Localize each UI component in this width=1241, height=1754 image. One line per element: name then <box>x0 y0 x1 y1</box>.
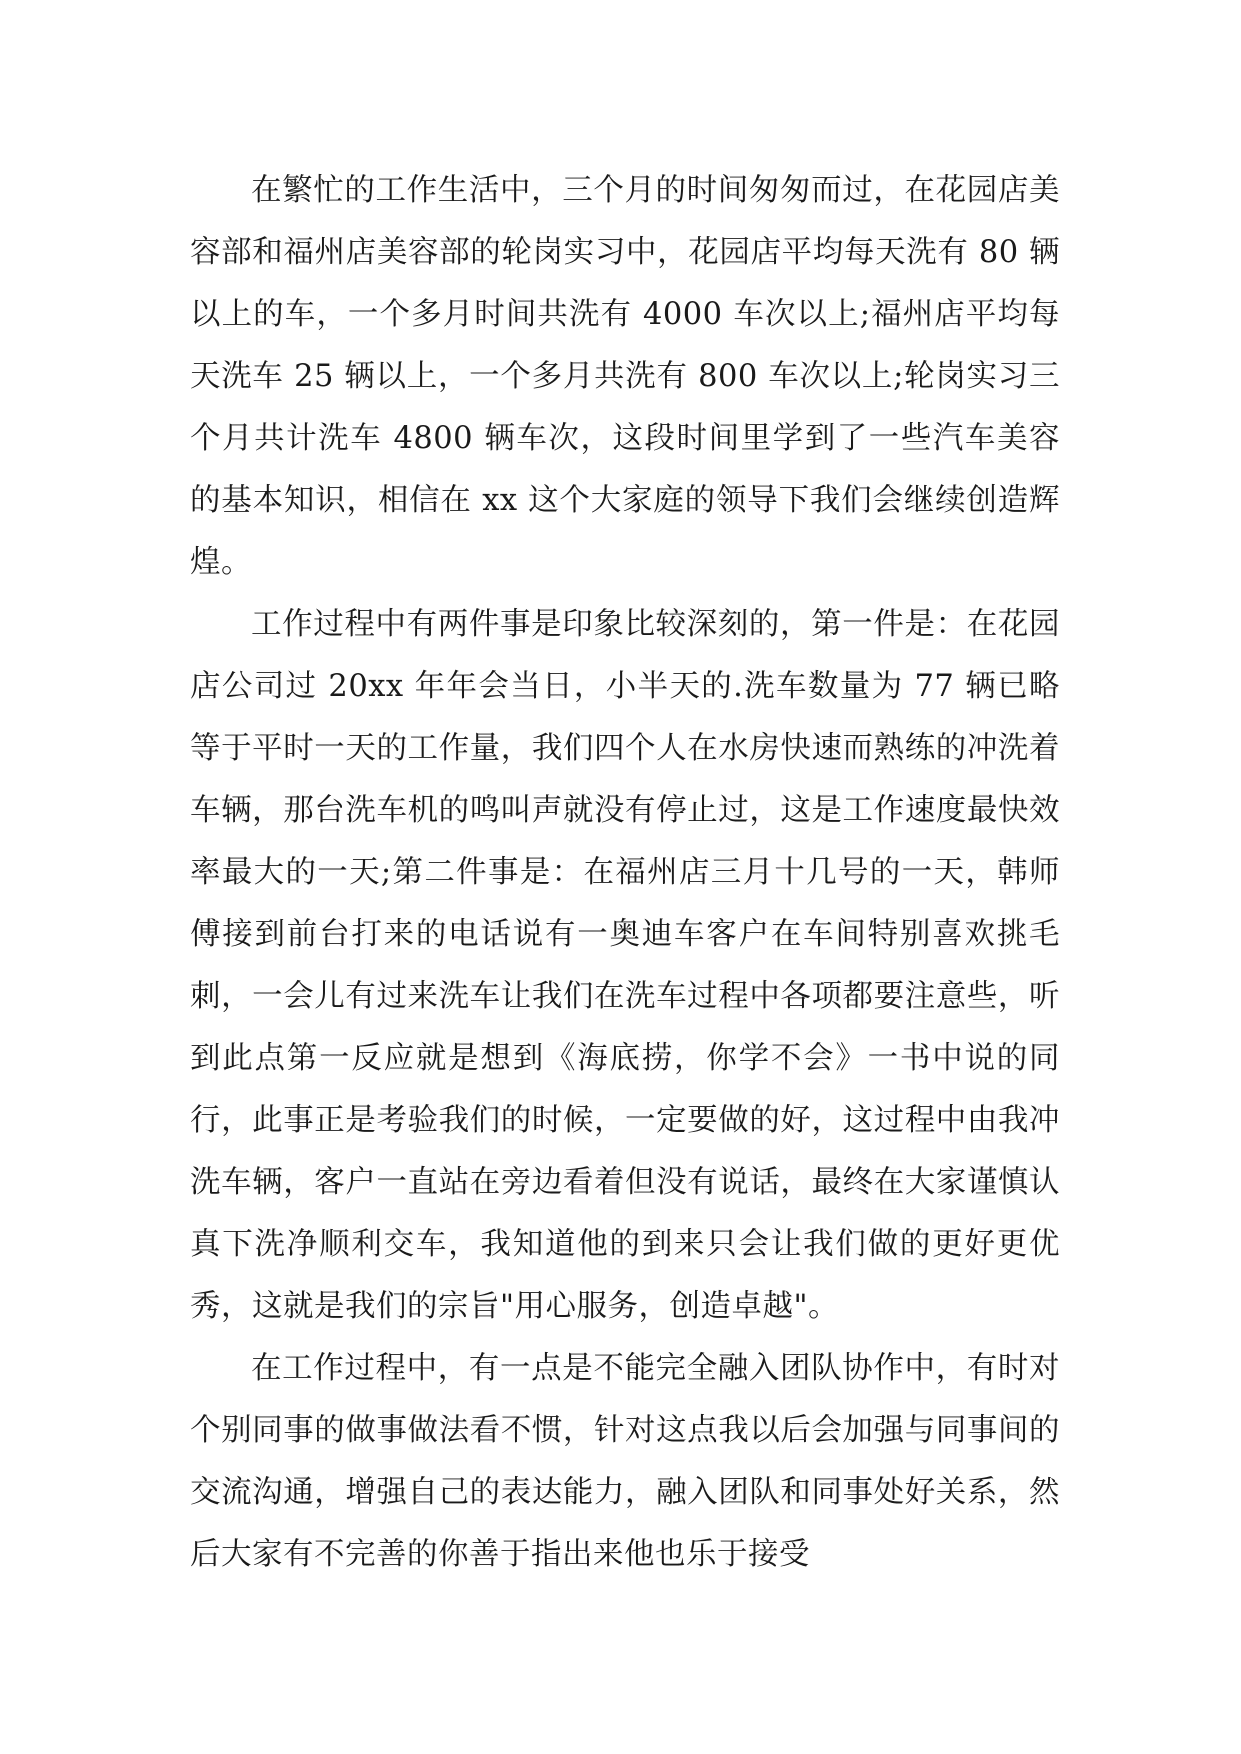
paragraph-1: 在繁忙的工作生活中，三个月的时间匆匆而过，在花园店美容部和福州店美容部的轮岗实习中，花园店平均每天洗有 80 辆以上的车，一个多月时间共洗有 4000 车次以上;福州店平均每天洗车 25 辆以上，一个多月共洗有 800 车次以上;轮岗实习三个月共计洗车 4800 辆车次，这段时间里学到了一些汽车美容的基本知识，相信在 xx 这个大家庭的领导下我们会继续创造辉煌。 <box>190 173 1060 580</box>
paragraph-2: 工作过程中有两件事是印象比较深刻的，第一件是：在花园店公司过 20xx 年年会当日，小半天的.洗车数量为 77 辆已略等于平时一天的工作量，我们四个人在水房快速而熟练的冲洗着车辆，那台洗车机的鸣叫声就没有停止过，这是工作速度最快效率最大的一天;第二件事是：在福州店三月十几号的一天，韩师傅接到前台打来的电话说有一奥迪车客户在车间特别喜欢挑毛刺，一会儿有过来洗车让我们在洗车过程中各项都要注意些，听到此点第一反应就是想到《海底捞，你学不会》一书中说的同行，此事正是考验我们的时候，一定要做的好，这过程中由我冲洗车辆，客户一直站在旁边看着但没有说话，最终在大家谨慎认真下洗净顺利交车，我知道他的到来只会让我们做的更好更优秀，这就是我们的宗旨"用心服务，创造卓越"。 <box>190 607 1060 1324</box>
document-body <box>190 160 1060 1586</box>
paragraph-3: 在工作过程中，有一点是不能完全融入团队协作中，有时对个别同事的做事做法看不惯，针对这点我以后会加强与同事间的交流沟通，增强自己的表达能力，融入团队和同事处好关系，然后大家有不完善的你善于指出来他也乐于接受 <box>190 1351 1060 1572</box>
